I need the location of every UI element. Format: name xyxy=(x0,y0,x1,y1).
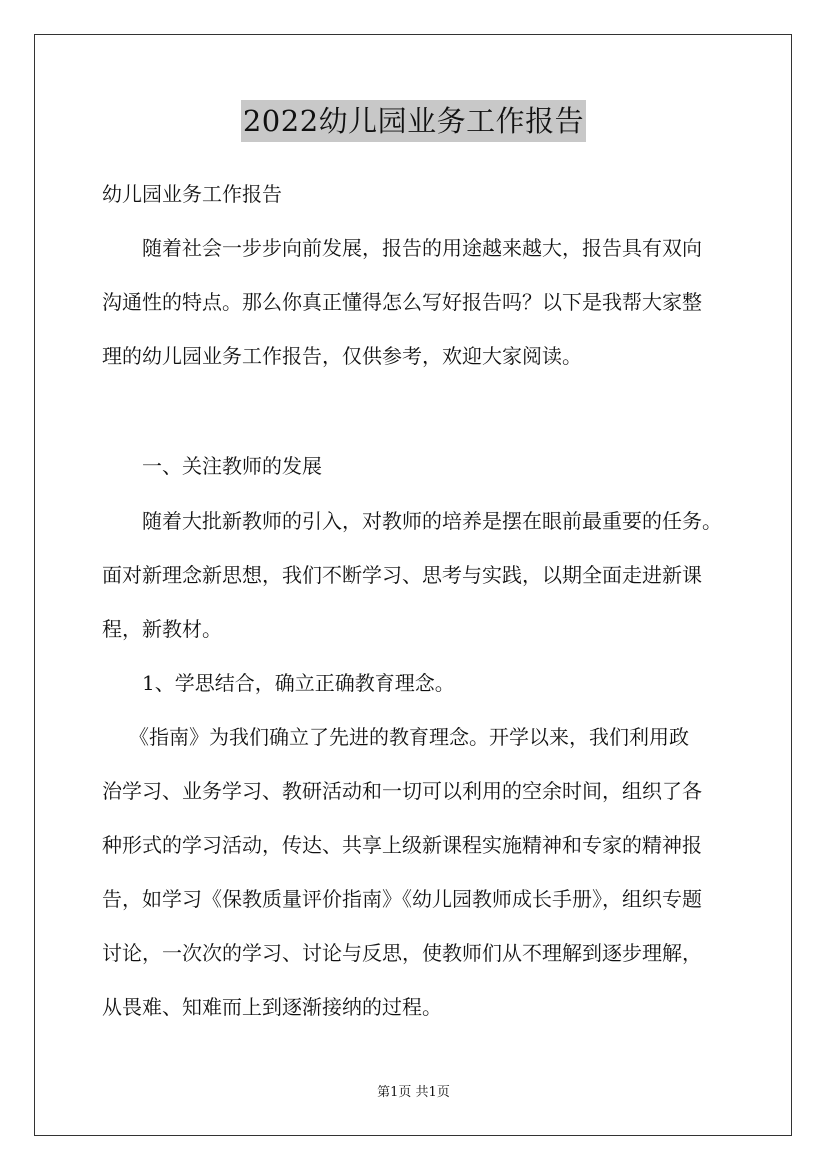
section-heading: 一、关注教师的发展 xyxy=(142,454,322,478)
paragraph-line: 随着社会一步步向前发展，报告的用途越来越大，报告具有双向 xyxy=(142,236,702,260)
paragraph-line: 理的幼儿园业务工作报告，仅供参考，欢迎大家阅读。 xyxy=(102,344,582,368)
paragraph-line: 告，如学习《保教质量评价指南》《幼儿园教师成长手册》，组织专题 xyxy=(102,887,702,911)
paragraph-line: 治学习、业务学习、教研活动和一切可以利用的空余时间，组织了各 xyxy=(102,779,702,803)
paragraph-line: 程，新教材。 xyxy=(102,617,222,641)
page-footer: 第1页 共1页 xyxy=(377,1085,450,1100)
subtitle-line: 幼儿园业务工作报告 xyxy=(102,182,282,206)
paragraph-line: 种形式的学习活动，传达、共享上级新课程实施精神和专家的精神报 xyxy=(102,833,702,857)
paragraph-line: 从畏难、知难而上到逐渐接纳的过程。 xyxy=(102,995,442,1019)
paragraph-line: 沟通性的特点。那么你真正懂得怎么写好报告吗？以下是我帮大家整 xyxy=(102,290,702,314)
paragraph-line: 面对新理念新思想，我们不断学习、思考与实践，以期全面走进新课 xyxy=(102,563,702,587)
paragraph-line: 讨论，一次次的学习、讨论与反思，使教师们从不理解到逐步理解， xyxy=(102,941,702,965)
paragraph-line: 《指南》为我们确立了先进的教育理念。开学以来，我们利用政 xyxy=(129,725,689,749)
subsection-heading: 1、学思结合，确立正确教育理念。 xyxy=(142,671,455,695)
paragraph-line: 随着大批新教师的引入，对教师的培养是摆在眼前最重要的任务。 xyxy=(142,509,722,533)
document-title: 2022幼儿园业务工作报告 xyxy=(241,100,586,142)
title-container xyxy=(0,100,827,142)
